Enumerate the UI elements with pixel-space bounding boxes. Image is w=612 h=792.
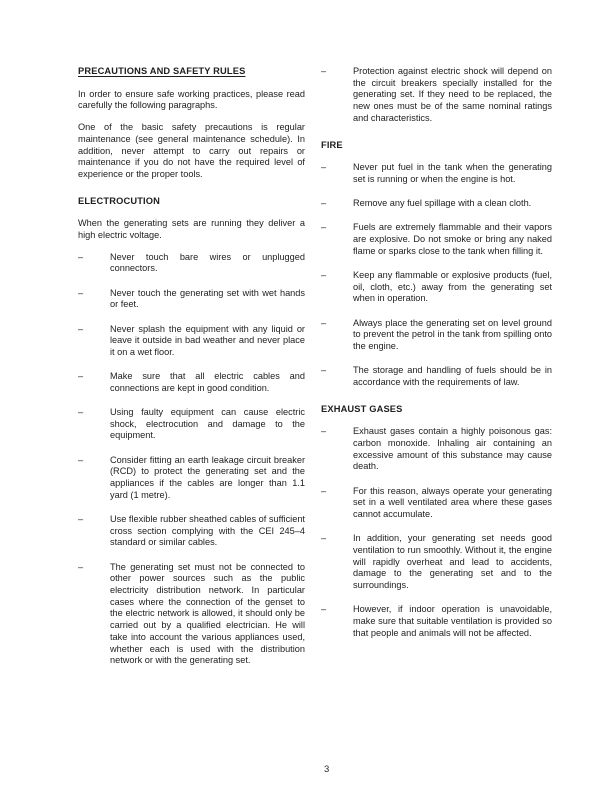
list-item-text: Exhaust gases contain a highly poisonous gas: carbon monoxide. Inhaling air containing an excessive amount of this substance may cause death.: [353, 426, 552, 472]
paragraph: In order to ensure safe working practices, please read carefully the following paragraphs.: [78, 88, 305, 111]
list-item-text: The generating set must not be connected to other power sources such as the public electricity distribution network. In particular cases where the connection of the genset to the electric network is allowed, it should only be carried out by a qualified electrician. He will take into account the various appliances used, whether each is used with the distribution network or with the generating set.: [110, 561, 305, 666]
dash-bullet-icon: –: [78, 371, 84, 382]
dash-bullet-icon: –: [321, 365, 327, 376]
dash-bullet-icon: –: [321, 66, 327, 76]
list-item: [321, 222, 552, 257]
dash-bullet-icon: –: [78, 561, 84, 572]
list-item: [78, 371, 305, 394]
list-item-text: Never touch bare wires or unplugged connectors.: [110, 251, 305, 274]
list-item: [321, 486, 552, 521]
list-item-text: In addition, your generating set needs good ventilation to run smoothly. Without it, the engine will rapidly overheat and lead to accidents, damage to the generating set and to the surroundings.: [353, 533, 552, 590]
dash-bullet-icon: –: [78, 407, 84, 418]
list-item: [321, 318, 552, 353]
list-item-text: However, if indoor operation is unavoidable, make sure that suitable ventilation is provided so that people and animals will not be affected.: [353, 604, 552, 638]
list-item: [321, 604, 552, 639]
dash-bullet-icon: –: [321, 269, 327, 280]
dash-bullet-icon: –: [78, 513, 84, 524]
dash-bullet-icon: –: [321, 426, 327, 437]
list-item-text: Never put fuel in the tank when the generating set is running or when the engine is hot.: [353, 162, 552, 184]
page-body: [78, 66, 552, 679]
list-item-text: Remove any fuel spillage with a clean cloth.: [353, 198, 532, 209]
list-item: [78, 407, 305, 442]
list-item-text: Never splash the equipment with any liquid or leave it outside in bad weather and never place it on a wet floor.: [110, 323, 305, 357]
list-item: [78, 252, 305, 275]
list-item-text: Always place the generating set on level ground to prevent the petrol in the tank from spilling onto the engine.: [353, 317, 552, 351]
dash-bullet-icon: –: [321, 533, 327, 544]
list-item-text: Use flexible rubber sheathed cables of sufficient cross section complying with the CEI 245–4 standard or similar cables.: [110, 513, 305, 548]
section-heading: ELECTROCUTION: [78, 195, 161, 206]
right-column: [321, 66, 552, 679]
list-item-text: Never touch the generating set with wet hands or feet.: [110, 287, 305, 310]
list-item: [321, 198, 552, 210]
list-item: [78, 288, 305, 311]
section-heading: FIRE: [321, 139, 343, 150]
list-item: [78, 514, 305, 549]
list-item-text: Protection against electric shock will depend on the circuit breakers specially installed for the generating set. If they need to be replaced, the new ones must be of the same nominal ratings and characteristics.: [353, 66, 552, 123]
list-item: [321, 270, 552, 305]
list-item-text: Make sure that all electric cables and connections are kept in good condition.: [110, 371, 305, 393]
list-item: [321, 162, 552, 185]
list-item-text: Fuels are extremely flammable and their vapors are explosive. Do not smoke or bring any naked flame or sparks close to the tank when filling it.: [353, 222, 552, 256]
list-item: [78, 562, 305, 667]
list-item: [321, 365, 552, 388]
list-item-text: The storage and handling of fuels should be in accordance with the requirements of law.: [353, 365, 552, 387]
list-item: [321, 66, 552, 125]
dash-bullet-icon: –: [78, 287, 84, 298]
dash-bullet-icon: –: [321, 162, 327, 173]
list-item: [321, 533, 552, 592]
paragraph: One of the basic safety precautions is regular maintenance (see general maintenance schedule). In addition, never attempt to carry out repairs or maintenance if you do not have the required level of experience or the proper tools.: [78, 122, 305, 179]
dash-bullet-icon: –: [78, 251, 84, 262]
list-item-text: Using faulty equipment can cause electric shock, electrocution and damage to the equipment.: [110, 407, 305, 441]
left-column: [78, 66, 305, 679]
dash-bullet-icon: –: [321, 604, 327, 615]
dash-bullet-icon: –: [321, 198, 327, 209]
page-number: 3: [324, 764, 330, 775]
list-item-text: For this reason, always operate your generating set in a well ventilated area where these gases cannot accumulate.: [353, 485, 552, 519]
section-heading: EXHAUST GASES: [321, 403, 403, 414]
list-item: [78, 455, 305, 502]
dash-bullet-icon: –: [321, 222, 327, 233]
dash-bullet-icon: –: [321, 317, 327, 328]
list-item: [321, 426, 552, 473]
dash-bullet-icon: –: [78, 323, 84, 334]
list-item-text: Consider fitting an earth leakage circuit breaker (RCD) to protect the generating set and the appliances if the cables are longer than 1.1 yard (1 metre).: [110, 454, 305, 500]
dash-bullet-icon: –: [78, 454, 84, 465]
list-item-text: Keep any flammable or explosive products (fuel, oil, cloth, etc.) away from the generating set when in operation.: [353, 269, 552, 304]
paragraph: When the generating sets are running they deliver a high electric voltage.: [78, 218, 305, 241]
list-item: [78, 324, 305, 359]
section-heading: PRECAUTIONS AND SAFETY RULES: [78, 66, 246, 76]
dash-bullet-icon: –: [321, 485, 327, 496]
